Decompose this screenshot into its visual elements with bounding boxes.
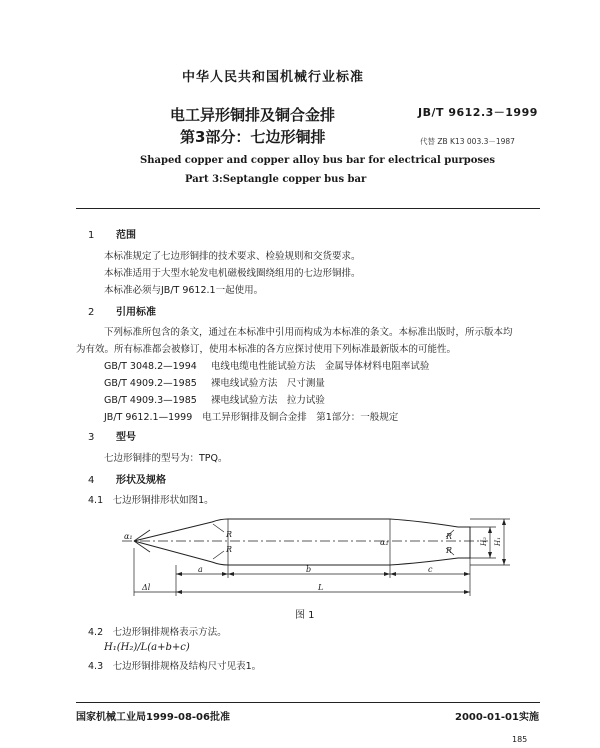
clause-4-1: 4.1 七边形铜排形状如图1。 [88, 495, 214, 506]
standard-number: JB/T 9612.3－1999 [418, 106, 538, 119]
approval-statement: 国家机械工业局1999-08-06批准 [76, 712, 230, 723]
reference-title: 裸电线试验方法 拉力试验 [210, 395, 325, 406]
reference-title: 电工异形铜排及铜合金排 第1部分：一般规定 [202, 412, 399, 423]
label-alpha2: α₂ [380, 538, 389, 547]
issuing-body-heading: 中华人民共和国机械行业标准 [182, 70, 365, 85]
reference-code: GB/T 4909.2—1985 [104, 378, 197, 389]
label-h1: H₁ [494, 537, 502, 546]
document-title-line1: 电工异形铜排及铜合金排 [170, 106, 336, 124]
label-h2: H₂ [480, 537, 488, 546]
label-r-right-top: R [446, 532, 453, 541]
section-1-title: 范围 [116, 230, 136, 241]
bus-bar-outline [134, 519, 470, 565]
section-3-title: 型号 [116, 432, 136, 443]
scope-line-3: 本标准必须与JB/T 9612.1一起使用。 [104, 285, 264, 296]
label-b: b [306, 565, 312, 574]
section-4-title: 形状及规格 [116, 475, 166, 486]
implementation-date: 2000-01-01实施 [455, 712, 539, 723]
specification-formula: H₁(H₂)/L(a+b+c) [104, 642, 190, 653]
document-title-line2: 第3部分：七边形铜排 [180, 128, 326, 146]
section-2-title: 引用标准 [116, 307, 156, 318]
figure-1-caption: 图 1 [295, 610, 315, 621]
label-r-left-top: R [226, 530, 233, 539]
references-intro-line2: 为有效。所有标准都会被修订，使用本标准的各方应探讨使用下列标准最新版本的可能性。 [76, 344, 457, 355]
clause-4-2: 4.2 七边形铜排规格表示方法。 [88, 627, 227, 638]
replaces-standard: 代替 ZB K13 003.3－1987 [420, 137, 515, 146]
section-2-number: 2 [88, 307, 95, 318]
label-a: a [198, 565, 203, 574]
label-r-left-bottom: R [226, 545, 233, 554]
scope-line-1: 本标准规定了七边形铜排的技术要求、检验规则和交货要求。 [104, 251, 361, 262]
reference-code: JB/T 9612.1—1999 [104, 412, 193, 423]
footer-divider [76, 702, 540, 703]
english-title-line2: Part 3:Septangle copper bus bar [185, 174, 367, 185]
section-3-number: 3 [88, 432, 95, 443]
reference-title: 裸电线试验方法 尺寸测量 [210, 378, 325, 389]
reference-code: GB/T 3048.2—1994 [104, 361, 197, 372]
scope-line-2: 本标准适用于大型水轮发电机磁极线圈绕组用的七边形铜排。 [104, 268, 361, 279]
label-alpha1: α₁ [124, 532, 133, 541]
english-title-line1: Shaped copper and copper alloy bus bar for electrical purposes [140, 155, 496, 166]
references-intro-line1: 下列标准所包含的条文，通过在本标准中引用而构成为本标准的条文。本标准出版时，所示版本均 [104, 327, 513, 338]
label-delta-l: Δl [142, 583, 151, 592]
label-r-right-bottom: R [446, 546, 453, 555]
label-length: L [318, 583, 324, 592]
clause-4-3: 4.3 七边形铜排规格及结构尺寸见表1。 [88, 661, 262, 672]
section-1-number: 1 [88, 230, 95, 241]
page-number: 185 [512, 735, 528, 744]
model-designation: 七边形铜排的型号为：TPQ。 [104, 453, 228, 464]
reference-code: GB/T 4909.3—1985 [104, 395, 197, 406]
label-c: c [428, 565, 433, 574]
reference-title: 电线电缆电性能试验方法 金属导体材料电阻率试验 [210, 361, 430, 372]
section-4-number: 4 [88, 475, 95, 486]
